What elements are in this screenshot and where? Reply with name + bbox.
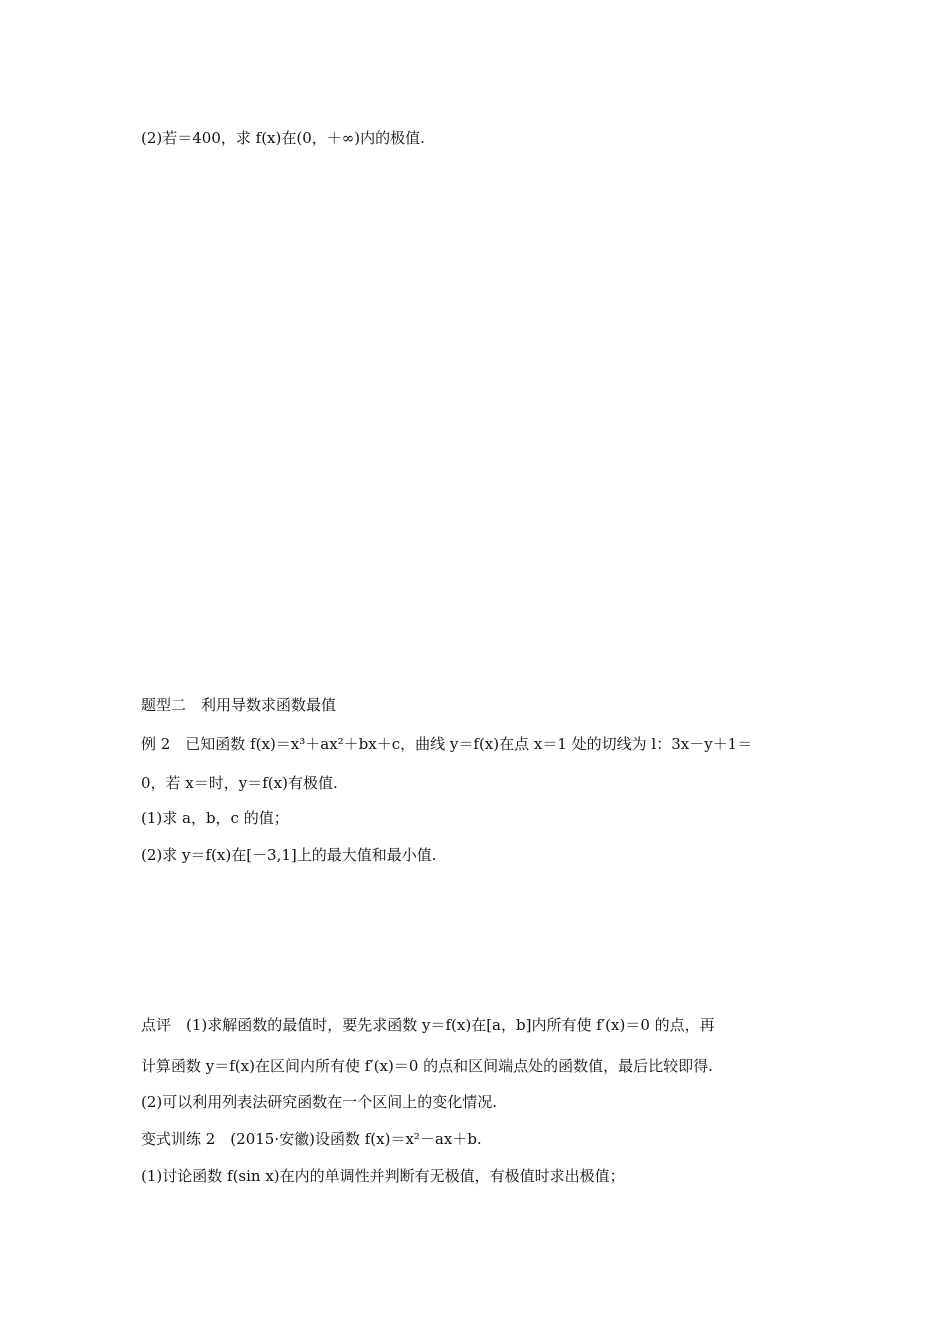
part2-question-2: (2)若＝400，求 f(x)在(0，＋∞)内的极值. <box>141 129 425 147</box>
example2-question-1: (1)求 a，b，c 的值； <box>141 809 289 827</box>
example2-statement-line2: 0，若 x＝时，y＝f(x)有极值. <box>141 774 338 792</box>
variant2-question-1: (1)讨论函数 f(sin x)在内的单调性并判断有无极值，有极值时求出极值； <box>141 1167 625 1185</box>
example2-question-2: (2)求 y＝f(x)在[－3,1]上的最大值和最小值. <box>141 846 437 864</box>
comment-line3: (2)可以利用列表法研究函数在一个区间上的变化情况. <box>141 1093 498 1111</box>
comment-line2: 计算函数 y＝f(x)在区间内所有使 f′(x)＝0 的点和区间端点处的函数值，最后比较即得. <box>141 1057 713 1075</box>
section-heading: 题型二 利用导数求函数最值 <box>141 696 337 714</box>
comment-line1: 点评 (1)求解函数的最值时，要先求函数 y＝f(x)在[a，b]内所有使 f′(x)＝0 的点，再 <box>141 1016 715 1034</box>
example2-statement-line1: 例 2 已知函数 f(x)＝x³＋ax²＋bx＋c，曲线 y＝f(x)在点 x＝1 处的切线为 l：3x－y＋1＝ <box>141 735 753 753</box>
variant2-title: 变式训练 2 (2015·安徽)设函数 f(x)＝x²－ax＋b. <box>141 1130 482 1148</box>
